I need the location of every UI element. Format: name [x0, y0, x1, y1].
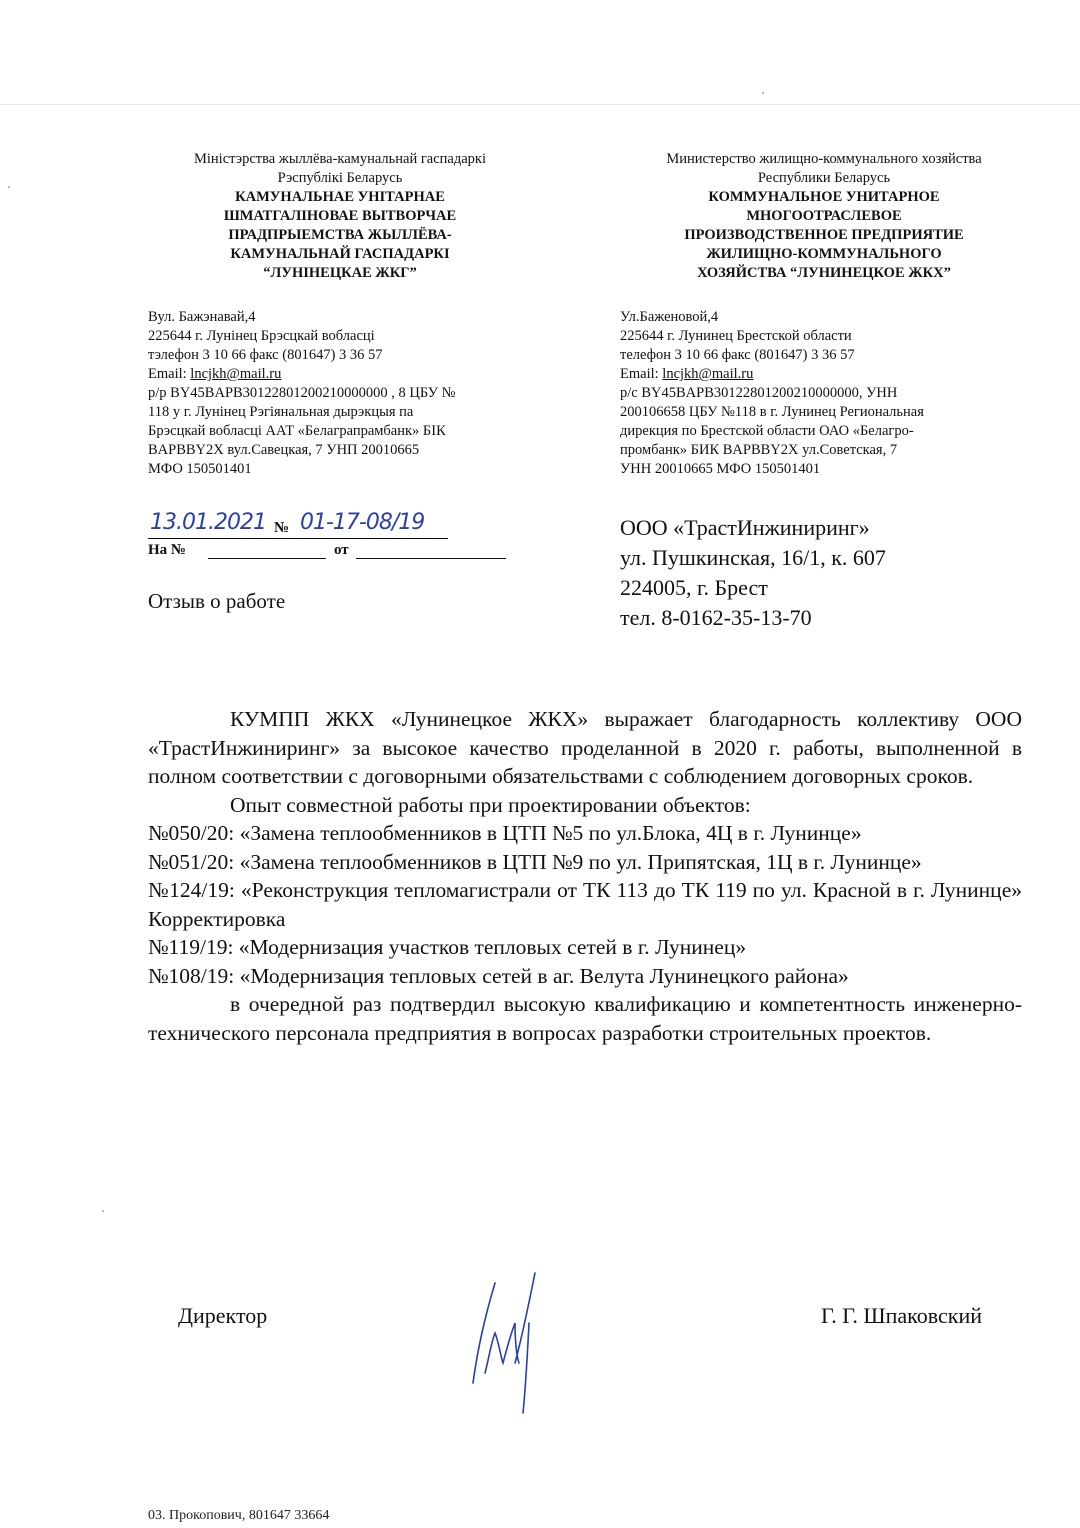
email-link[interactable]: lncjkh@mail.ru	[662, 366, 754, 382]
address-block-ru	[620, 308, 1040, 479]
org-name-ru: МНОГООТРАСЛЕВОЕ	[746, 208, 902, 224]
address-line: 225644 г. Лунінец Брэсцкай вобласці	[148, 328, 375, 344]
executor-footer: 03. Прокопович, 801647 33664	[148, 1508, 330, 1523]
ministry-name-ru: Министерство жилищно-коммунального хозяйства	[666, 151, 982, 167]
bank-line: р/с BY45BAPB30122801200210000000, УНН	[620, 385, 898, 401]
bank-line: 200106658 ЦБУ №118 в г. Лунинец Региональная	[620, 404, 924, 420]
signer-position: Директор	[178, 1303, 268, 1328]
email-line	[148, 365, 568, 384]
bank-line: УНН 20010665 МФО 150501401	[620, 461, 821, 477]
reference-block	[148, 508, 528, 564]
org-name-ru: ХОЗЯЙСТВА “ЛУНИНЕЦКОЕ ЖКХ”	[697, 265, 951, 281]
recipient-city: 224005, г. Брест	[620, 575, 768, 600]
number-sign: №	[274, 520, 290, 536]
country-name-by: Рэспублікі Беларусь	[277, 170, 403, 186]
handwritten-number: 01-17-08/19	[300, 510, 425, 535]
letterhead-left	[120, 150, 560, 283]
ot-label: от	[334, 542, 349, 558]
signer-name: Г. Г. Шпаковский	[820, 1303, 982, 1328]
bank-line: Брэсцкай вобласці ААТ «Белаграпрамбанк» БІК	[148, 423, 446, 439]
address-block-by	[148, 308, 568, 479]
org-name-ru: КОММУНАЛЬНОЕ УНИТАРНОЕ	[708, 189, 940, 205]
handwritten-signature	[455, 1263, 555, 1423]
blank-line	[356, 558, 506, 559]
scan-speck	[762, 92, 764, 94]
address-line: 225644 г. Лунинец Брестской области	[620, 328, 852, 344]
project-item: №119/19: «Модернизация участков тепловых сетей в г. Лунинец»	[148, 935, 747, 959]
handwritten-date: 13.01.2021	[150, 510, 266, 535]
recipient-block	[620, 513, 886, 633]
phone-line: телефон 3 10 66 факс (801647) 3 36 57	[620, 347, 855, 363]
signature-block	[0, 1303, 1080, 1383]
org-name-by: “ЛУНІНЕЦКАЕ ЖКГ”	[263, 265, 417, 281]
bank-line: МФО 150501401	[148, 461, 252, 477]
project-item: №108/19: «Модернизация тепловых сетей в аг. Велута Лунинецкого района»	[148, 963, 849, 988]
outgoing-reference	[148, 508, 528, 536]
org-name-by: КАМУНАЛЬНАЕ УНІТАРНАЕ	[235, 189, 445, 205]
scan-top-edge	[0, 104, 1080, 105]
email-label: Email:	[620, 366, 663, 382]
org-name-ru: ЖИЛИЩНО-КОММУНАЛЬНОГО	[706, 246, 942, 262]
org-name-by: ШМАТГАЛІНОВАЕ ВЫТВОРЧАЕ	[223, 208, 457, 224]
project-item: №050/20: «Замена теплообменников в ЦТП №5 по ул.Блока, 4Ц в г. Лунинце»	[148, 821, 862, 845]
email-link[interactable]: lncjkh@mail.ru	[190, 366, 282, 382]
recipient-street: ул. Пушкинская, 16/1, к. 607	[620, 545, 886, 570]
na-label: На №	[148, 542, 186, 558]
project-item: №124/19: «Реконструкция тепломагистрали от ТК 113 до ТК 119 по ул. Красной в г. Лунинце» Корректировка	[148, 878, 1022, 931]
bank-line: дирекция по Брестской области ОАО «Белагро-	[620, 423, 914, 439]
email-line	[620, 365, 1040, 384]
recipient-name: ООО «ТрастИнжиниринг»	[620, 515, 870, 540]
letter-subject: Отзыв о работе	[148, 589, 286, 613]
email-label: Email:	[148, 366, 191, 382]
reference-underline	[148, 538, 448, 539]
org-name-by: ПРАДПРЫЕМСТВА ЖЫЛЛЁВА-	[228, 227, 452, 243]
body-paragraph: Опыт совместной работы при проектировании объектов:	[230, 792, 751, 817]
address-line: Вул. Бажэнавай,4	[148, 309, 256, 325]
bank-line: промбанк» БИК BAPBBY2X ул.Советская, 7	[620, 442, 898, 458]
blank-line	[208, 558, 326, 559]
scan-speck	[8, 186, 10, 188]
ministry-name-by: Міністэрства жыллёва-камунальнай гаспадаркі	[194, 151, 486, 167]
project-item: №051/20: «Замена теплообменников в ЦТП №9 по ул. Припятская, 1Ц в г. Лунинце»	[148, 849, 922, 874]
body-paragraph: в очередной раз подтвердил высокую квалификацию и компетентность инженерно-технического персонала предприятия в вопросах разработки строительных проектов.	[148, 992, 1022, 1045]
phone-line: тэлефон 3 10 66 факс (801647) 3 36 57	[148, 347, 383, 363]
org-name-ru: ПРОИЗВОДСТВЕННОЕ ПРЕДПРИЯТИЕ	[684, 227, 964, 243]
scan-speck	[102, 1210, 104, 1212]
address-line: Ул.Баженовой,4	[620, 309, 719, 325]
body-paragraph: КУМПП ЖКХ «Лунинецкое ЖКХ» выражает благодарность коллективу ООО «ТрастИнжиниринг» за высокое качество проделанной в 2020 г. работы, выполненной в полном соответствии с договорными обязательствами с соблюдением договорных сроков.	[148, 707, 1022, 788]
incoming-reference	[148, 542, 528, 564]
letterhead-right	[606, 150, 1042, 283]
org-name-by: КАМУНАЛЬНАЙ ГАСПАДАРКІ	[230, 246, 450, 262]
letter-body	[148, 705, 1022, 1047]
bank-line: 118 у г. Лунінец Рэгіянальная дырэкцыя па	[148, 404, 414, 420]
recipient-phone: тел. 8-0162-35-13-70	[620, 605, 812, 630]
bank-line: р/р BY45BAPB30122801200210000000 , 8 ЦБУ №	[148, 385, 456, 401]
bank-line: BAPBBY2X вул.Савецкая, 7 УНП 20010665	[148, 442, 420, 458]
country-name-ru: Республики Беларусь	[757, 170, 891, 186]
